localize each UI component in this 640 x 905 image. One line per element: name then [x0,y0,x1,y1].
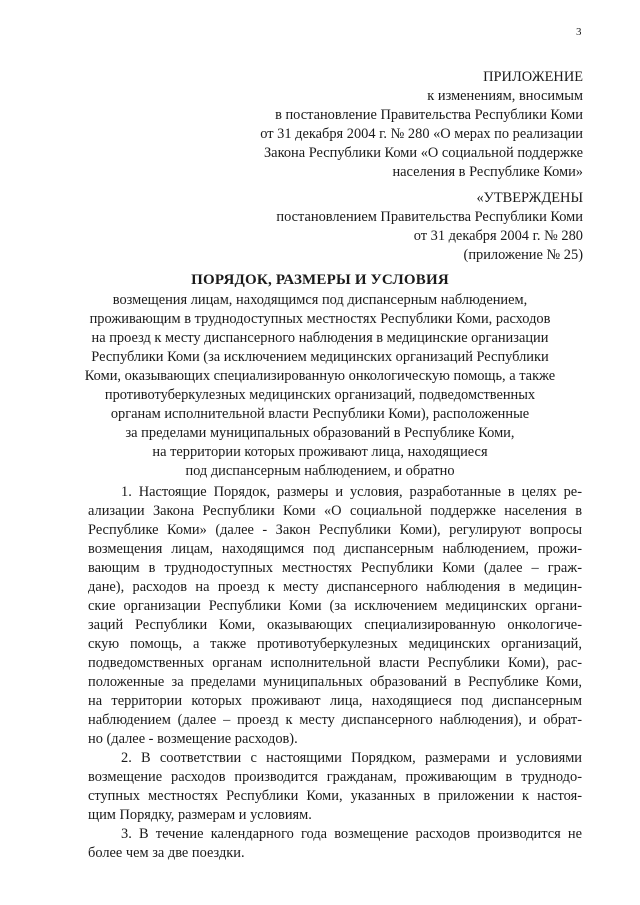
paragraph-line: положенные за пределами муниципальных образований в Республике Коми, [88,674,582,690]
subtitle-line: под диспансерным наблюдением, и обратно [185,463,455,479]
approved-line: (приложение № 25) [463,247,583,263]
paragraph-2 [88,749,582,825]
page-number: 3 [576,26,582,38]
subtitle-line: за пределами муниципальных образований в Республике Коми, [125,425,515,441]
subtitle-line: органам исполнительной власти Республики Коми), расположенные [110,406,530,422]
paragraph-line: дане), расходов на проезд к месту диспансерного наблюдения в медицин- [88,579,582,595]
appendix-header [260,68,583,182]
approved-title: «УТВЕРЖДЕНЫ [476,190,583,206]
approved-line: от 31 декабря 2004 г. № 280 [413,228,583,244]
appendix-line: населения в Республике Коми» [392,164,583,180]
paragraph-line: более чем за две поездки. [88,845,245,861]
paragraph-line: подведомственных органам исполнительной власти Республики Коми), рас- [88,655,582,671]
paragraph-line: Республике Коми» (далее - Закон Республики Коми), регулируют вопросы [88,522,582,538]
paragraph-line: вающим в труднодоступных местностях Республики Коми (далее – граж- [88,560,582,576]
paragraph-3 [88,825,582,863]
paragraph-line: 1. Настоящие Порядок, размеры и условия, разработанные в целях ре- [121,484,582,500]
paragraph-line: ализации Закона Республики Коми «О социальной поддержке населения в [88,503,582,519]
subtitle-line: Республики Коми (за исключением медицинских организаций Республики [91,349,549,365]
subtitle-line: возмещения лицам, находящимся под диспансерным наблюдением, [112,292,528,308]
subtitle-line: противотуберкулезных медицинских организаций, подведомственных [104,387,536,403]
document-title: ПОРЯДОК, РАЗМЕРЫ И УСЛОВИЯ [191,272,449,288]
paragraph-line: наблюдением (далее – проезд к месту диспансерного наблюдения), и обрат- [88,712,582,728]
paragraph-line: возмещения лицам, находящимся под диспансерным наблюдением, прожи- [88,541,582,557]
subtitle-line: на территории которых проживают лица, находящиеся [152,444,488,460]
approved-line: постановлением Правительства Республики Коми [276,209,583,225]
paragraph-line: на территории которых проживают лица, находящиеся под диспансерным [88,693,582,709]
document-body [88,483,582,863]
paragraph-line: 2. В соответствии с настоящими Порядком, размерами и условиями [121,750,582,766]
paragraph-line: скую помощь, а также противотуберкулезных медицинских организаций, [88,636,582,652]
paragraph-line: ступных местностях Республики Коми, указанных в приложении к настоя- [88,788,582,804]
appendix-line: от 31 декабря 2004 г. № 280 «О мерах по реализации [260,126,583,142]
appendix-title: ПРИЛОЖЕНИЕ [483,69,583,85]
document-subtitle [0,291,640,481]
paragraph-line: ские организации Республики Коми (за исключением медицинских органи- [88,598,582,614]
approved-header [276,189,583,265]
appendix-line: Закона Республики Коми «О социальной поддержке [263,145,583,161]
subtitle-line: проживающим в труднодоступных местностях Республики Коми, расходов [89,311,551,327]
paragraph-line: 3. В течение календарного года возмещение расходов производится не [121,826,582,842]
appendix-line: к изменениям, вносимым [427,88,583,104]
paragraph-line: щим Порядку, размерам и условиям. [88,807,312,823]
appendix-line: в постановление Правительства Республики Коми [275,107,583,123]
paragraph-line: возмещение расходов производится гражданам, проживающим в труднодо- [88,769,582,785]
paragraph-1 [88,483,582,749]
paragraph-line: но (далее - возмещение расходов). [88,731,298,747]
subtitle-line: Коми, оказывающих специализированную онкологическую помощь, а также [84,368,556,384]
paragraph-line: заций Республики Коми, оказывающих специализированную онкологиче- [88,617,582,633]
subtitle-line: на проезд к месту диспансерного наблюдения в медицинские организации [91,330,549,346]
